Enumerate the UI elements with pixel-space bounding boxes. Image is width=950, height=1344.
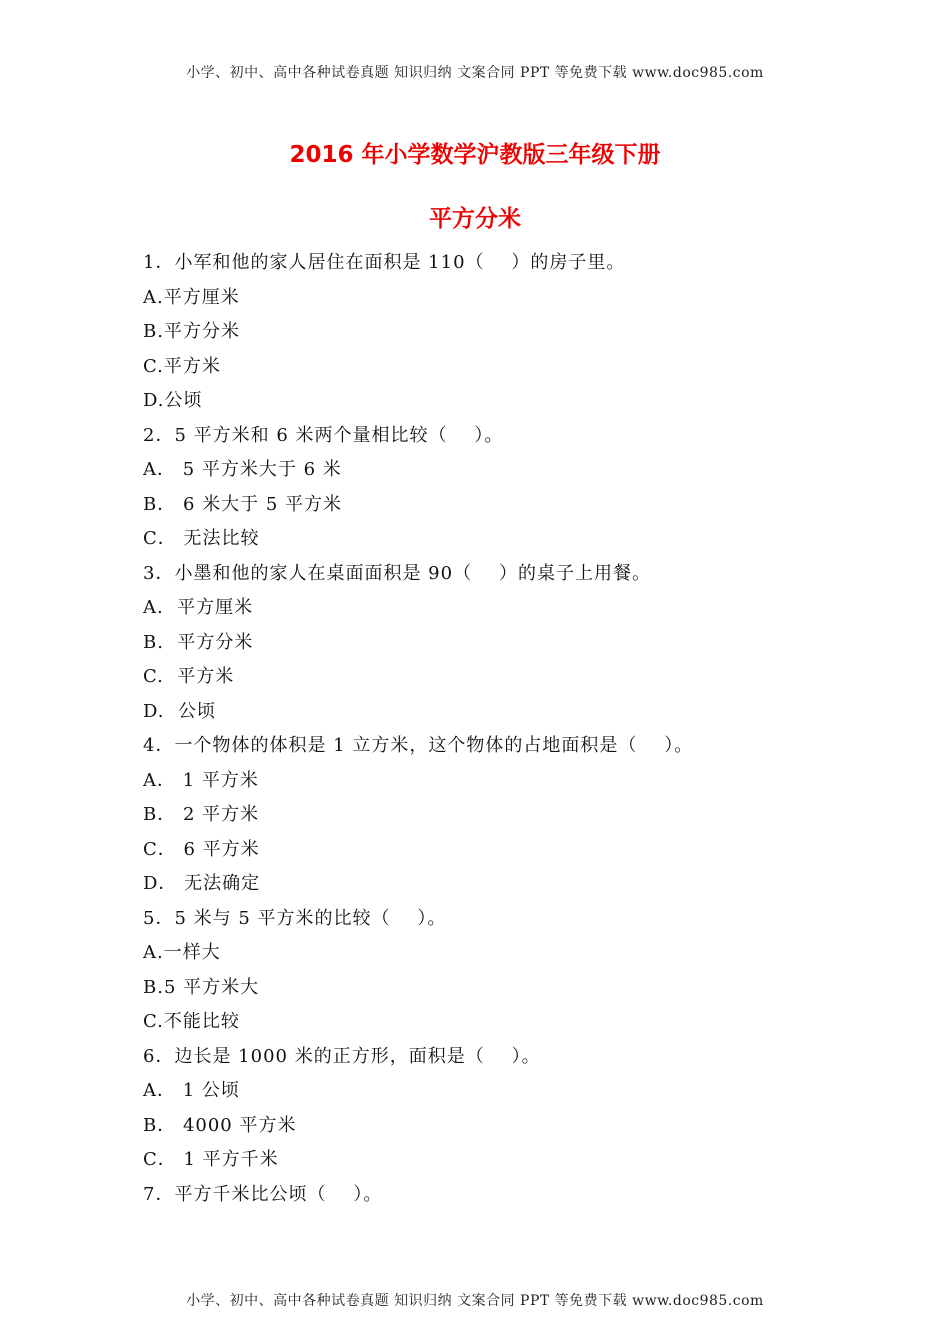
question-3-option-b: B. 平方分米 (143, 631, 254, 653)
question-6-option-c: C． 1 平方千米 (143, 1149, 279, 1170)
question-2-stem: 2．5 平方米和 6 米两个量相比较（ ）。 (143, 424, 504, 446)
document-subtitle: 平方分米 (429, 206, 521, 232)
question-1-option-b: B.平方分米 (143, 321, 240, 342)
question-6-option-a: A． 1 公顷 (143, 1080, 240, 1101)
question-5-option-a: A.一样大 (143, 942, 221, 963)
question-4-option-d: D． 无法确定 (143, 873, 261, 894)
question-1-option-d: D.公顷 (143, 390, 203, 411)
question-3-option-c: C. 平方米 (143, 666, 235, 687)
question-4-option-c: C． 6 平方米 (143, 838, 260, 860)
question-3-option-a: A. 平方厘米 (143, 597, 254, 618)
question-5-option-b: B.5 平方米大 (143, 976, 260, 998)
question-7-stem: 7．平方千米比公顷（ ）。 (143, 1183, 383, 1205)
question-1-stem: 1．小军和他的家人居住在面积是 110（ ）的房子里。 (143, 252, 626, 273)
question-6-option-b: B． 4000 平方米 (143, 1114, 297, 1136)
question-5-option-c: C.不能比较 (143, 1011, 240, 1032)
question-list (143, 250, 843, 1216)
question-3-option-d: D. 公顷 (143, 700, 216, 722)
question-2-option-c: C． 无法比较 (143, 528, 260, 549)
question-4-option-a: A． 1 平方米 (143, 769, 259, 791)
question-5-stem: 5．5 米与 5 平方米的比较（ ）。 (143, 907, 447, 929)
question-3-stem: 3．小墨和他的家人在桌面面积是 90（ ）的桌子上用餐。 (143, 562, 651, 584)
question-6-stem: 6．边长是 1000 米的正方形，面积是（ ）。 (143, 1045, 541, 1067)
question-1-option-a: A.平方厘米 (143, 286, 240, 308)
question-2-option-b: B． 6 米大于 5 平方米 (143, 493, 343, 515)
footer-banner: 小学、初中、高中各种试卷真题 知识归纳 文案合同 PPT 等免费下载 www.doc985.com (186, 1293, 764, 1309)
header-banner: 小学、初中、高中各种试卷真题 知识归纳 文案合同 PPT 等免费下载 www.doc985.com (186, 65, 764, 81)
question-2-option-a: A． 5 平方米大于 6 米 (143, 459, 342, 480)
question-1-option-c: C.平方米 (143, 355, 221, 377)
question-4-option-b: B． 2 平方米 (143, 804, 260, 825)
document-title: 2016 年小学数学沪教版三年级下册 (289, 142, 661, 168)
question-4-stem: 4．一个物体的体积是 1 立方米，这个物体的占地面积是（ ）。 (143, 735, 694, 756)
